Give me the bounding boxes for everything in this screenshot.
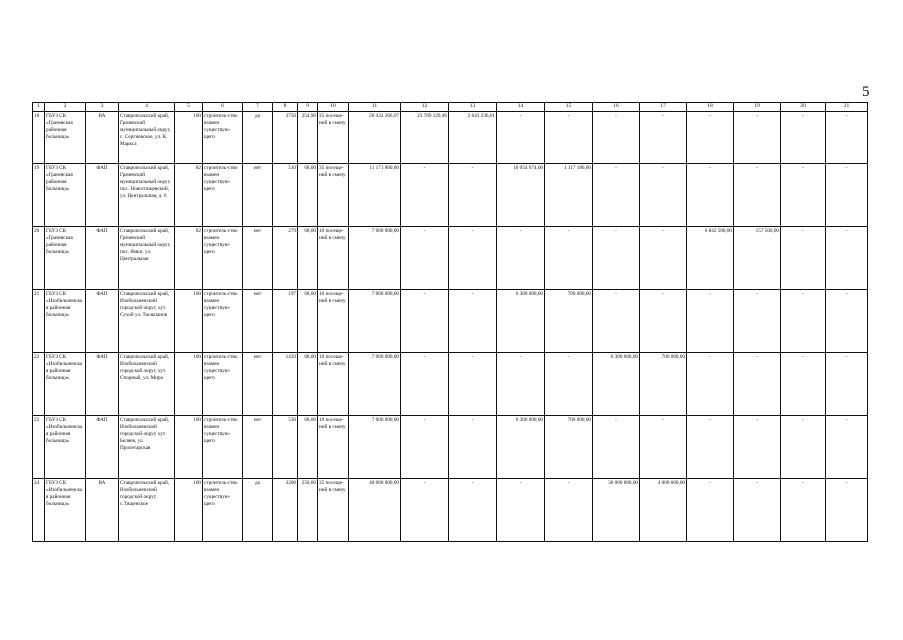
amount-cell: - <box>593 163 640 226</box>
table-row <box>33 111 868 163</box>
col-header: 12 <box>401 103 449 112</box>
amount-cell: - <box>401 478 449 541</box>
institution-cell: ГБУЗ СК «Грачевская районная больница» <box>45 226 86 289</box>
amount-cell: - <box>781 163 826 226</box>
amount-cell: - <box>449 352 497 415</box>
amount-cell: 2 643 236,61 <box>449 111 497 163</box>
construction-type-cell: строитель-ство взамен существую-щего <box>203 226 243 289</box>
row-number: 23 <box>33 415 45 478</box>
value-cell: 68,00 <box>298 163 318 226</box>
amount-cell: - <box>826 478 868 541</box>
object-type-cell: ФАП <box>86 415 119 478</box>
amount-cell: - <box>449 478 497 541</box>
object-type-cell: ВА <box>86 111 119 163</box>
amount-cell: 700 000,00 <box>640 352 687 415</box>
amount-cell: 1 117 186,00 <box>545 163 593 226</box>
row-number: 20 <box>33 226 45 289</box>
object-type-cell: ВА <box>86 478 119 541</box>
value-cell: 82 <box>175 163 203 226</box>
row-number: 18 <box>33 111 45 163</box>
amount-cell: - <box>640 226 687 289</box>
amount-cell: - <box>734 352 781 415</box>
object-type-cell: ФАП <box>86 163 119 226</box>
value-cell: 530 <box>273 415 298 478</box>
address-cell: Ставропольский край, Грачевский муниципальный округ, пос. Новоспицевский, ул. Центральная, д. 6 <box>119 163 175 226</box>
amount-cell: - <box>401 289 449 352</box>
amount-cell: - <box>781 478 826 541</box>
institution-cell: ГБУЗ СК «Грачевская районная больница» <box>45 111 86 163</box>
amount-cell: - <box>734 478 781 541</box>
col-header: 18 <box>687 103 734 112</box>
capacity-cell: 35 посеще-ний в смену <box>318 478 349 541</box>
amount-cell: - <box>640 163 687 226</box>
yes-no-cell: нет <box>243 226 273 289</box>
amount-cell: 6 300 000,00 <box>593 352 640 415</box>
capacity-cell: 10 посеще-ний в смену <box>318 289 349 352</box>
value-cell: 68,00 <box>298 415 318 478</box>
col-header: 5 <box>175 103 203 112</box>
amount-cell: 6 842 500,00 <box>687 226 734 289</box>
amount-cell: - <box>401 415 449 478</box>
object-type-cell: ФАП <box>86 352 119 415</box>
amount-cell: 7 000 000,00 <box>349 415 401 478</box>
amount-cell: - <box>640 289 687 352</box>
col-header: 2 <box>45 103 86 112</box>
amount-cell: - <box>687 352 734 415</box>
col-header: 21 <box>826 103 868 112</box>
table-row <box>33 478 868 541</box>
amount-cell: 7 000 000,00 <box>349 226 401 289</box>
table-row <box>33 415 868 478</box>
page-number: 5 <box>862 84 870 100</box>
row-number: 21 <box>33 289 45 352</box>
amount-cell: - <box>545 478 593 541</box>
address-cell: Ставропольский край, Грачевский муниципальный округ, с. Сергиевское, ул. К. Маркса <box>119 111 175 163</box>
col-header: 14 <box>497 103 545 112</box>
amount-cell: 36 000 000,00 <box>593 478 640 541</box>
data-table <box>32 102 868 542</box>
capacity-cell: 35 посеще-ний в смену <box>318 163 349 226</box>
amount-cell: 4 000 000,00 <box>640 478 687 541</box>
construction-type-cell: строитель-ство взамен существую-щего <box>203 111 243 163</box>
amount-cell: 26 432 366,07 <box>349 111 401 163</box>
value-cell: 68,00 <box>298 352 318 415</box>
col-header: 9 <box>298 103 318 112</box>
row-number: 19 <box>33 163 45 226</box>
amount-cell: 7 000 000,00 <box>349 289 401 352</box>
value-cell: 250,00 <box>298 478 318 541</box>
table-row <box>33 163 868 226</box>
value-cell: 100 <box>175 478 203 541</box>
amount-cell: - <box>687 111 734 163</box>
col-header: 7 <box>243 103 273 112</box>
value-cell: 68,00 <box>298 289 318 352</box>
table-row <box>33 226 868 289</box>
institution-cell: ГБУЗ СК «Изобильненская районная больница» <box>45 478 86 541</box>
construction-type-cell: строитель-ство взамен существую-щего <box>203 352 243 415</box>
amount-cell: - <box>497 226 545 289</box>
value-cell: 3200 <box>273 478 298 541</box>
col-header: 1 <box>33 103 45 112</box>
col-header: 3 <box>86 103 119 112</box>
amount-cell: - <box>826 111 868 163</box>
capacity-cell: 10 посеще-ний в смену <box>318 352 349 415</box>
amount-cell: - <box>781 352 826 415</box>
amount-cell: - <box>545 111 593 163</box>
amount-cell: - <box>781 111 826 163</box>
amount-cell: - <box>781 415 826 478</box>
amount-cell: 23 789 129,46 <box>401 111 449 163</box>
amount-cell: - <box>687 415 734 478</box>
amount-cell: - <box>826 226 868 289</box>
amount-cell: - <box>734 111 781 163</box>
capacity-cell: 10 посеще-ний в смену <box>318 226 349 289</box>
yes-no-cell: да <box>243 111 273 163</box>
amount-cell: - <box>593 289 640 352</box>
amount-cell: - <box>545 352 593 415</box>
amount-cell: - <box>401 226 449 289</box>
row-number: 24 <box>33 478 45 541</box>
amount-cell: - <box>734 163 781 226</box>
value-cell: 197 <box>273 289 298 352</box>
col-header: 16 <box>593 103 640 112</box>
header-row <box>33 103 868 112</box>
col-header: 13 <box>449 103 497 112</box>
amount-cell: - <box>640 111 687 163</box>
amount-cell: - <box>497 352 545 415</box>
value-cell: 82 <box>175 226 203 289</box>
table-row <box>33 352 868 415</box>
amount-cell: - <box>545 226 593 289</box>
yes-no-cell: нет <box>243 289 273 352</box>
amount-cell: - <box>687 163 734 226</box>
construction-type-cell: строитель-ство взамен существую-щего <box>203 478 243 541</box>
value-cell: 1439 <box>273 352 298 415</box>
amount-cell: - <box>687 478 734 541</box>
amount-cell: - <box>593 111 640 163</box>
amount-cell: - <box>734 289 781 352</box>
institution-cell: ГБУЗ СК «Изобильненская районная больница» <box>45 415 86 478</box>
amount-cell: - <box>826 289 868 352</box>
amount-cell: - <box>734 415 781 478</box>
address-cell: Ставропольский край, Изобильненский городской округ, с.Тищенское <box>119 478 175 541</box>
object-type-cell: ФАП <box>86 289 119 352</box>
construction-type-cell: строитель-ство взамен существую-щего <box>203 163 243 226</box>
construction-type-cell: строитель-ство взамен существую-щего <box>203 289 243 352</box>
amount-cell: - <box>497 478 545 541</box>
value-cell: 254,90 <box>298 111 318 163</box>
col-header: 8 <box>273 103 298 112</box>
institution-cell: ГБУЗ СК «Грачевская районная больница» <box>45 163 86 226</box>
amount-cell: 157 500,00 <box>734 226 781 289</box>
amount-cell: 6 300 000,00 <box>497 289 545 352</box>
amount-cell: 6 300 000,00 <box>497 415 545 478</box>
construction-type-cell: строитель-ство взамен существую-щего <box>203 415 243 478</box>
col-header: 15 <box>545 103 593 112</box>
amount-cell: 7 000 000,00 <box>349 352 401 415</box>
amount-cell: 700 000,00 <box>545 289 593 352</box>
amount-cell: - <box>826 415 868 478</box>
col-header: 6 <box>203 103 243 112</box>
capacity-cell: 10 посеще-ний в смену <box>318 415 349 478</box>
yes-no-cell: нет <box>243 352 273 415</box>
amount-cell: - <box>826 352 868 415</box>
col-header: 17 <box>640 103 687 112</box>
amount-cell: - <box>781 289 826 352</box>
amount-cell: - <box>593 415 640 478</box>
institution-cell: ГБУЗ СК «Изобильненская районная больница» <box>45 352 86 415</box>
col-header: 10 <box>318 103 349 112</box>
amount-cell: - <box>497 111 545 163</box>
amount-cell: - <box>687 289 734 352</box>
address-cell: Ставропольский край, Изобильненский городской округ, хут. Беляев, ул. Пролетарская <box>119 415 175 478</box>
amount-cell: - <box>449 289 497 352</box>
value-cell: 100 <box>175 352 203 415</box>
amount-cell: - <box>401 352 449 415</box>
amount-cell: - <box>449 226 497 289</box>
address-cell: Ставропольский край, Изобильненский городской округ, хут. Спорный, ул. Мира <box>119 352 175 415</box>
value-cell: 3750 <box>273 111 298 163</box>
value-cell: 100 <box>175 111 203 163</box>
amount-cell: - <box>449 415 497 478</box>
amount-cell: - <box>401 163 449 226</box>
amount-cell: 10 054 674,00 <box>497 163 545 226</box>
table-row <box>33 289 868 352</box>
value-cell: 100 <box>175 415 203 478</box>
amount-cell: - <box>449 163 497 226</box>
amount-cell: 700 000,00 <box>545 415 593 478</box>
amount-cell: - <box>781 226 826 289</box>
value-cell: 279 <box>273 226 298 289</box>
amount-cell: - <box>593 226 640 289</box>
yes-no-cell: нет <box>243 163 273 226</box>
institution-cell: ГБУЗ СК «Изобильненская районная больница» <box>45 289 86 352</box>
col-header: 11 <box>349 103 401 112</box>
row-number: 22 <box>33 352 45 415</box>
yes-no-cell: да <box>243 478 273 541</box>
amount-cell: - <box>640 415 687 478</box>
address-cell: Ставропольский край, Изобильненский городской округ, хут. Сухой ул. Тюльпанов <box>119 289 175 352</box>
amount-cell: - <box>826 163 868 226</box>
address-cell: Ставропольский край, Грачевский муниципальный округ, пос. Ямки, ул. Центральная <box>119 226 175 289</box>
col-header: 20 <box>781 103 826 112</box>
col-header: 4 <box>119 103 175 112</box>
value-cell: 510 <box>273 163 298 226</box>
value-cell: 100 <box>175 289 203 352</box>
value-cell: 68,00 <box>298 226 318 289</box>
col-header: 19 <box>734 103 781 112</box>
object-type-cell: ФАП <box>86 226 119 289</box>
amount-cell: 11 171 860,00 <box>349 163 401 226</box>
yes-no-cell: нет <box>243 415 273 478</box>
capacity-cell: 35 посеще-ний в смену <box>318 111 349 163</box>
amount-cell: 40 000 000,00 <box>349 478 401 541</box>
